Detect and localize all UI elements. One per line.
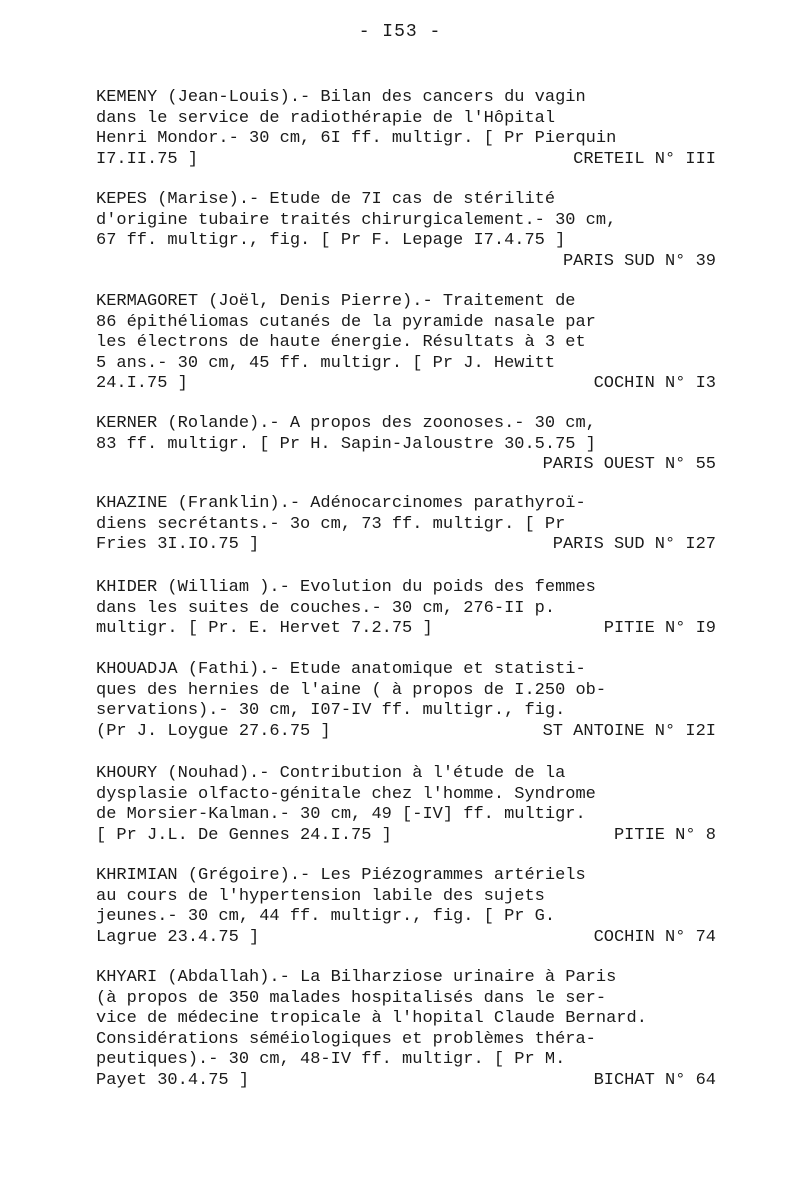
entry-line (96, 252, 716, 273)
entry-line: multigr. [ Pr. E. Hervet 7.2.75 ] PITIE N° I9 (96, 619, 716, 638)
entry-line: (Pr J. Loygue 27.6.75 ] ST ANTOINE N° I2I (96, 721, 716, 741)
entry-line: servations).- 30 cm, I07-IV ff. multigr., fig. (96, 701, 566, 720)
page-number: - I53 - (358, 22, 442, 42)
entry-line: dans les suites de couches.- 30 cm, 276-II p. (96, 598, 556, 618)
bibliography-entry (96, 968, 716, 1091)
entry-line: KHIDER (William ).- Evolution du poids des femmes (96, 578, 596, 597)
entry-location: PITIE N° 8 (613, 825, 716, 845)
entry-line: 67 ff. multigr., fig. [ Pr F. Lepage I7.4.75 ] (96, 231, 566, 250)
entry-line: KHYARI (Abdallah).- La Bilharziose urinaire à Paris (96, 968, 617, 987)
entry-line: Lagrue 23.4.75 ] COCHIN N° 74 (96, 927, 716, 947)
entry-line: vice de médecine tropicale à l'hopital Claude Bernard. (96, 1009, 647, 1028)
entry-line: diens secrétants.- 3o cm, 73 ff. multigr. [ Pr (96, 514, 566, 534)
entry-location: PARIS SUD N° 39 (562, 251, 716, 271)
entry-line: dysplasie olfacto-génitale chez l'homme. Syndrome (96, 784, 596, 804)
entry-line: KERMAGORET (Joël, Denis Pierre).- Traitement de (96, 292, 576, 311)
entry-line: d'origine tubaire traités chirurgicalement.- 30 cm, (96, 210, 617, 230)
entry-line: KHRIMIAN (Grégoire).- Les Piézogrammes artériels (96, 866, 586, 885)
entry-line: ques des hernies de l'aine ( à propos de I.250 ob- (96, 680, 607, 700)
entry-location: PARIS OUEST N° 55 (542, 455, 716, 474)
entry-line: jeunes.- 30 cm, 44 ff. multigr., fig. [ Pr G. (96, 907, 556, 926)
bibliography-entry (96, 494, 716, 556)
entry-location: COCHIN N° 74 (593, 927, 716, 947)
bibliography-entry (96, 578, 716, 640)
entry-location: CRETEIL N° III (573, 149, 716, 169)
bibliography-entry (96, 414, 716, 476)
entry-location: ST ANTOINE N° I2I (542, 721, 716, 741)
entry-line: 86 épithéliomas cutanés de la pyramide nasale par (96, 312, 596, 332)
entry-line: Considérations séméiologiques et problèmes théra- (96, 1029, 596, 1049)
entry-line: Fries 3I.IO.75 ] PARIS SUD N° I27 (96, 535, 716, 554)
entry-location: PARIS SUD N° I27 (552, 535, 716, 554)
entry-line: KERNER (Rolande).- A propos des zoonoses.- 30 cm, (96, 414, 596, 433)
entry-line: 83 ff. multigr. [ Pr H. Sapin-Jaloustre 30.5.75 ] (96, 434, 596, 454)
bibliography-entry (96, 764, 716, 846)
entry-location: PITIE N° I9 (603, 619, 716, 638)
bibliography-entry (96, 190, 716, 272)
entry-line: KHOURY (Nouhad).- Contribution à l'étude de la (96, 764, 566, 783)
bibliography-entry (96, 866, 716, 948)
entry-line: KEPES (Marise).- Etude de 7I cas de stérilité (96, 190, 556, 209)
entry-line: 5 ans.- 30 cm, 45 ff. multigr. [ Pr J. Hewitt (96, 353, 556, 373)
entry-line: Payet 30.4.75 ] BICHAT N° 64 (96, 1070, 716, 1090)
entry-line: de Morsier-Kalman.- 30 cm, 49 [-IV] ff. multigr. (96, 805, 586, 824)
entry-line: les électrons de haute énergie. Résultats à 3 et (96, 333, 586, 352)
entry-line (96, 455, 716, 476)
entry-line: Henri Mondor.- 30 cm, 6I ff. multigr. [ Pr Pierquin (96, 129, 617, 148)
entry-location: COCHIN N° I3 (593, 374, 716, 393)
entry-line: (à propos de 350 malades hospitalisés dans le ser- (96, 988, 607, 1008)
entry-location: BICHAT N° 64 (593, 1070, 716, 1090)
entry-line: KEMENY (Jean-Louis).- Bilan des cancers du vagin (96, 88, 586, 107)
entry-line: peutiques).- 30 cm, 48-IV ff. multigr. [ Pr M. (96, 1050, 566, 1069)
entry-line: 24.I.75 ] COCHIN N° I3 (96, 374, 716, 393)
entry-line: [ Pr J.L. De Gennes 24.I.75 ] PITIE N° 8 (96, 825, 716, 845)
entry-line: KHAZINE (Franklin).- Adénocarcinomes parathyroï- (96, 494, 586, 513)
bibliography-entry (96, 88, 716, 170)
bibliography-entry (96, 292, 716, 395)
entry-line: KHOUADJA (Fathi).- Etude anatomique et statisti- (96, 660, 586, 679)
entry-line: dans le service de radiothérapie de l'Hôpital (96, 108, 556, 128)
entry-line: au cours de l'hypertension labile des sujets (96, 886, 545, 906)
entry-line: I7.II.75 ] CRETEIL N° III (96, 149, 716, 169)
bibliography-entry (96, 660, 716, 742)
